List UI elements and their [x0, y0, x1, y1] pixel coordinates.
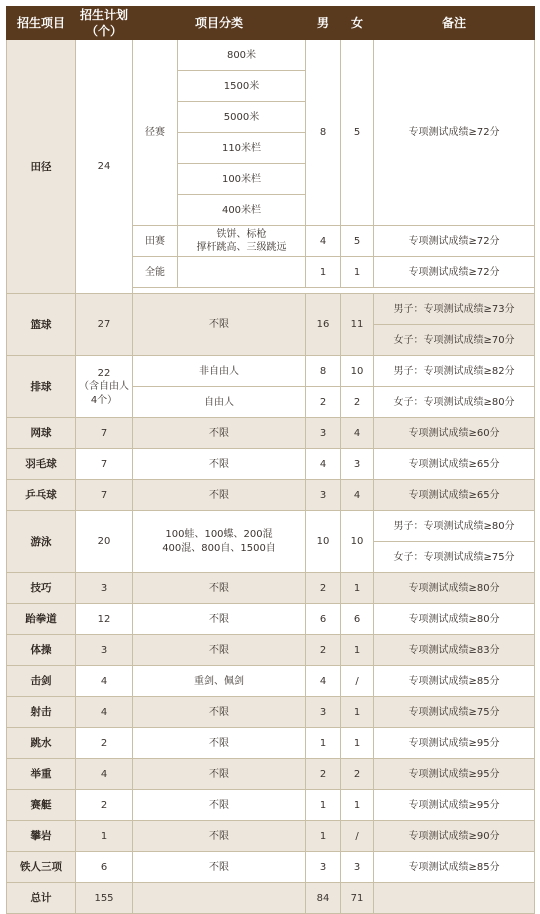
table-row	[7, 697, 535, 728]
sport-swimming: 游泳	[7, 511, 76, 573]
plan-count: 2	[76, 728, 133, 759]
group-combined: 全能	[133, 257, 178, 288]
female-count: 3	[341, 449, 374, 480]
total-female: 71	[341, 883, 374, 914]
male-count: 1	[306, 257, 341, 288]
sport-name: 乒乓球	[7, 480, 76, 511]
male-count: 6	[306, 604, 341, 635]
header-category: 项目分类	[133, 7, 306, 40]
field-events-line2: 撑杆跳高、三级跳远	[196, 242, 287, 254]
category: 不限	[133, 728, 306, 759]
category: 不限	[133, 790, 306, 821]
sport-name: 羽毛球	[7, 449, 76, 480]
header-female: 女	[341, 7, 374, 40]
female-count: 5	[341, 226, 374, 257]
plan-track: 24	[76, 40, 133, 294]
category-swimming-line1: 100蛙、100蝶、200混	[165, 529, 273, 541]
sport-name: 跆拳道	[7, 604, 76, 635]
note: 专项测试成绩≥75分	[374, 697, 535, 728]
female-count: 2	[341, 759, 374, 790]
male-count: 4	[306, 449, 341, 480]
note: 专项测试成绩≥72分	[374, 40, 535, 226]
note: 专项测试成绩≥65分	[374, 449, 535, 480]
table-row	[7, 759, 535, 790]
sport-name: 赛艇	[7, 790, 76, 821]
sport-basketball: 篮球	[7, 294, 76, 356]
sport-track: 田径	[7, 40, 76, 294]
female-count: 10	[341, 511, 374, 573]
plan-count: 4	[76, 666, 133, 697]
note-female: 女子：专项测试成绩≥75分	[374, 542, 535, 573]
plan-count: 7	[76, 480, 133, 511]
event-item: 400米栏	[178, 195, 306, 226]
male-count: 2	[306, 387, 341, 418]
combined-events	[178, 257, 306, 288]
note: 专项测试成绩≥80分	[374, 573, 535, 604]
header-plan: 招生计划（个）	[76, 7, 133, 40]
note: 专项测试成绩≥85分	[374, 852, 535, 883]
event-item: 110米栏	[178, 133, 306, 164]
category: 自由人	[133, 387, 306, 418]
table-row	[7, 635, 535, 666]
plan-volleyball	[76, 356, 133, 418]
female-count: 1	[341, 790, 374, 821]
male-count: 3	[306, 418, 341, 449]
sport-name: 击剑	[7, 666, 76, 697]
event-item: 1500米	[178, 71, 306, 102]
event-item: 800米	[178, 40, 306, 71]
male-count: 2	[306, 759, 341, 790]
plan-count: 6	[76, 852, 133, 883]
table-row	[7, 449, 535, 480]
note-male: 男子：专项测试成绩≥73分	[374, 294, 535, 325]
total-male: 84	[306, 883, 341, 914]
sport-name: 体操	[7, 635, 76, 666]
plan-count: 7	[76, 449, 133, 480]
total-plan: 155	[76, 883, 133, 914]
female-count: 5	[341, 40, 374, 226]
note: 专项测试成绩≥80分	[374, 604, 535, 635]
header-sport: 招生项目	[7, 7, 76, 40]
table-row	[7, 40, 535, 71]
category-basketball: 不限	[133, 294, 306, 356]
sport-name: 铁人三项	[7, 852, 76, 883]
category: 重剑、佩剑	[133, 666, 306, 697]
female-count: 1	[341, 697, 374, 728]
table-row	[7, 356, 535, 387]
total-label: 总计	[7, 883, 76, 914]
table-row	[7, 821, 535, 852]
table-row	[7, 728, 535, 759]
note: 专项测试成绩≥72分	[374, 257, 535, 288]
female-count: 6	[341, 604, 374, 635]
female-count: 4	[341, 480, 374, 511]
sport-volleyball: 排球	[7, 356, 76, 418]
male-count: 10	[306, 511, 341, 573]
plan-volleyball-detail: （含自由人4个）	[79, 381, 129, 406]
female-count: 2	[341, 387, 374, 418]
category: 非自由人	[133, 356, 306, 387]
male-count: 4	[306, 666, 341, 697]
table-header-row	[7, 7, 535, 40]
male-count: 3	[306, 697, 341, 728]
male-count: 2	[306, 635, 341, 666]
plan-count: 2	[76, 790, 133, 821]
female-count: 10	[341, 356, 374, 387]
note: 专项测试成绩≥85分	[374, 666, 535, 697]
female-count: /	[341, 666, 374, 697]
male-count: 4	[306, 226, 341, 257]
plan-volleyball-count: 22	[97, 367, 111, 379]
note: 专项测试成绩≥83分	[374, 635, 535, 666]
group-running: 径赛	[133, 40, 178, 226]
category: 不限	[133, 697, 306, 728]
plan-count: 7	[76, 418, 133, 449]
note-male: 男子：专项测试成绩≥80分	[374, 511, 535, 542]
group-field: 田赛	[133, 226, 178, 257]
plan-count: 1	[76, 821, 133, 852]
total-note	[374, 883, 535, 914]
sport-name: 跳水	[7, 728, 76, 759]
table-row	[7, 790, 535, 821]
sport-name: 举重	[7, 759, 76, 790]
event-item: 5000米	[178, 102, 306, 133]
plan-count: 3	[76, 573, 133, 604]
plan-count: 4	[76, 697, 133, 728]
table-row	[7, 418, 535, 449]
category: 不限	[133, 418, 306, 449]
header-note: 备注	[374, 7, 535, 40]
field-events	[178, 226, 306, 257]
table-row	[7, 294, 535, 325]
header-male: 男	[306, 7, 341, 40]
female-count: 3	[341, 852, 374, 883]
note: 男子：专项测试成绩≥82分	[374, 356, 535, 387]
total-category	[133, 883, 306, 914]
female-count: 1	[341, 728, 374, 759]
male-count: 1	[306, 728, 341, 759]
category: 不限	[133, 635, 306, 666]
female-count: /	[341, 821, 374, 852]
sport-name: 射击	[7, 697, 76, 728]
category: 不限	[133, 852, 306, 883]
female-count: 4	[341, 418, 374, 449]
category: 不限	[133, 573, 306, 604]
female-count: 11	[341, 294, 374, 356]
note: 女子：专项测试成绩≥80分	[374, 387, 535, 418]
plan-count: 4	[76, 759, 133, 790]
table-row	[7, 511, 535, 542]
female-count: 1	[341, 635, 374, 666]
male-count: 8	[306, 40, 341, 226]
plan-count: 3	[76, 635, 133, 666]
note: 专项测试成绩≥72分	[374, 226, 535, 257]
category: 不限	[133, 821, 306, 852]
note: 专项测试成绩≥60分	[374, 418, 535, 449]
sport-name: 网球	[7, 418, 76, 449]
note: 专项测试成绩≥95分	[374, 759, 535, 790]
male-count: 3	[306, 480, 341, 511]
note: 专项测试成绩≥95分	[374, 728, 535, 759]
plan-swimming: 20	[76, 511, 133, 573]
male-count: 2	[306, 573, 341, 604]
total-row	[7, 883, 535, 914]
category-swimming	[133, 511, 306, 573]
category: 不限	[133, 449, 306, 480]
category: 不限	[133, 759, 306, 790]
male-count: 1	[306, 790, 341, 821]
category: 不限	[133, 480, 306, 511]
male-count: 16	[306, 294, 341, 356]
event-item: 100米栏	[178, 164, 306, 195]
female-count: 1	[341, 257, 374, 288]
sport-name: 技巧	[7, 573, 76, 604]
note-female: 女子：专项测试成绩≥70分	[374, 325, 535, 356]
field-events-line1: 铁饼、标枪	[216, 228, 267, 240]
enrollment-plan-table	[6, 6, 535, 914]
note: 专项测试成绩≥65分	[374, 480, 535, 511]
male-count: 1	[306, 821, 341, 852]
male-count: 8	[306, 356, 341, 387]
table-row	[7, 666, 535, 697]
plan-basketball: 27	[76, 294, 133, 356]
table-row	[7, 604, 535, 635]
note: 专项测试成绩≥95分	[374, 790, 535, 821]
category: 不限	[133, 604, 306, 635]
plan-count: 12	[76, 604, 133, 635]
male-count: 3	[306, 852, 341, 883]
table-row	[7, 573, 535, 604]
category-swimming-line2: 400混、800自、1500自	[162, 542, 276, 554]
table-row	[7, 480, 535, 511]
sport-name: 攀岩	[7, 821, 76, 852]
female-count: 1	[341, 573, 374, 604]
table-row	[7, 852, 535, 883]
note: 专项测试成绩≥90分	[374, 821, 535, 852]
